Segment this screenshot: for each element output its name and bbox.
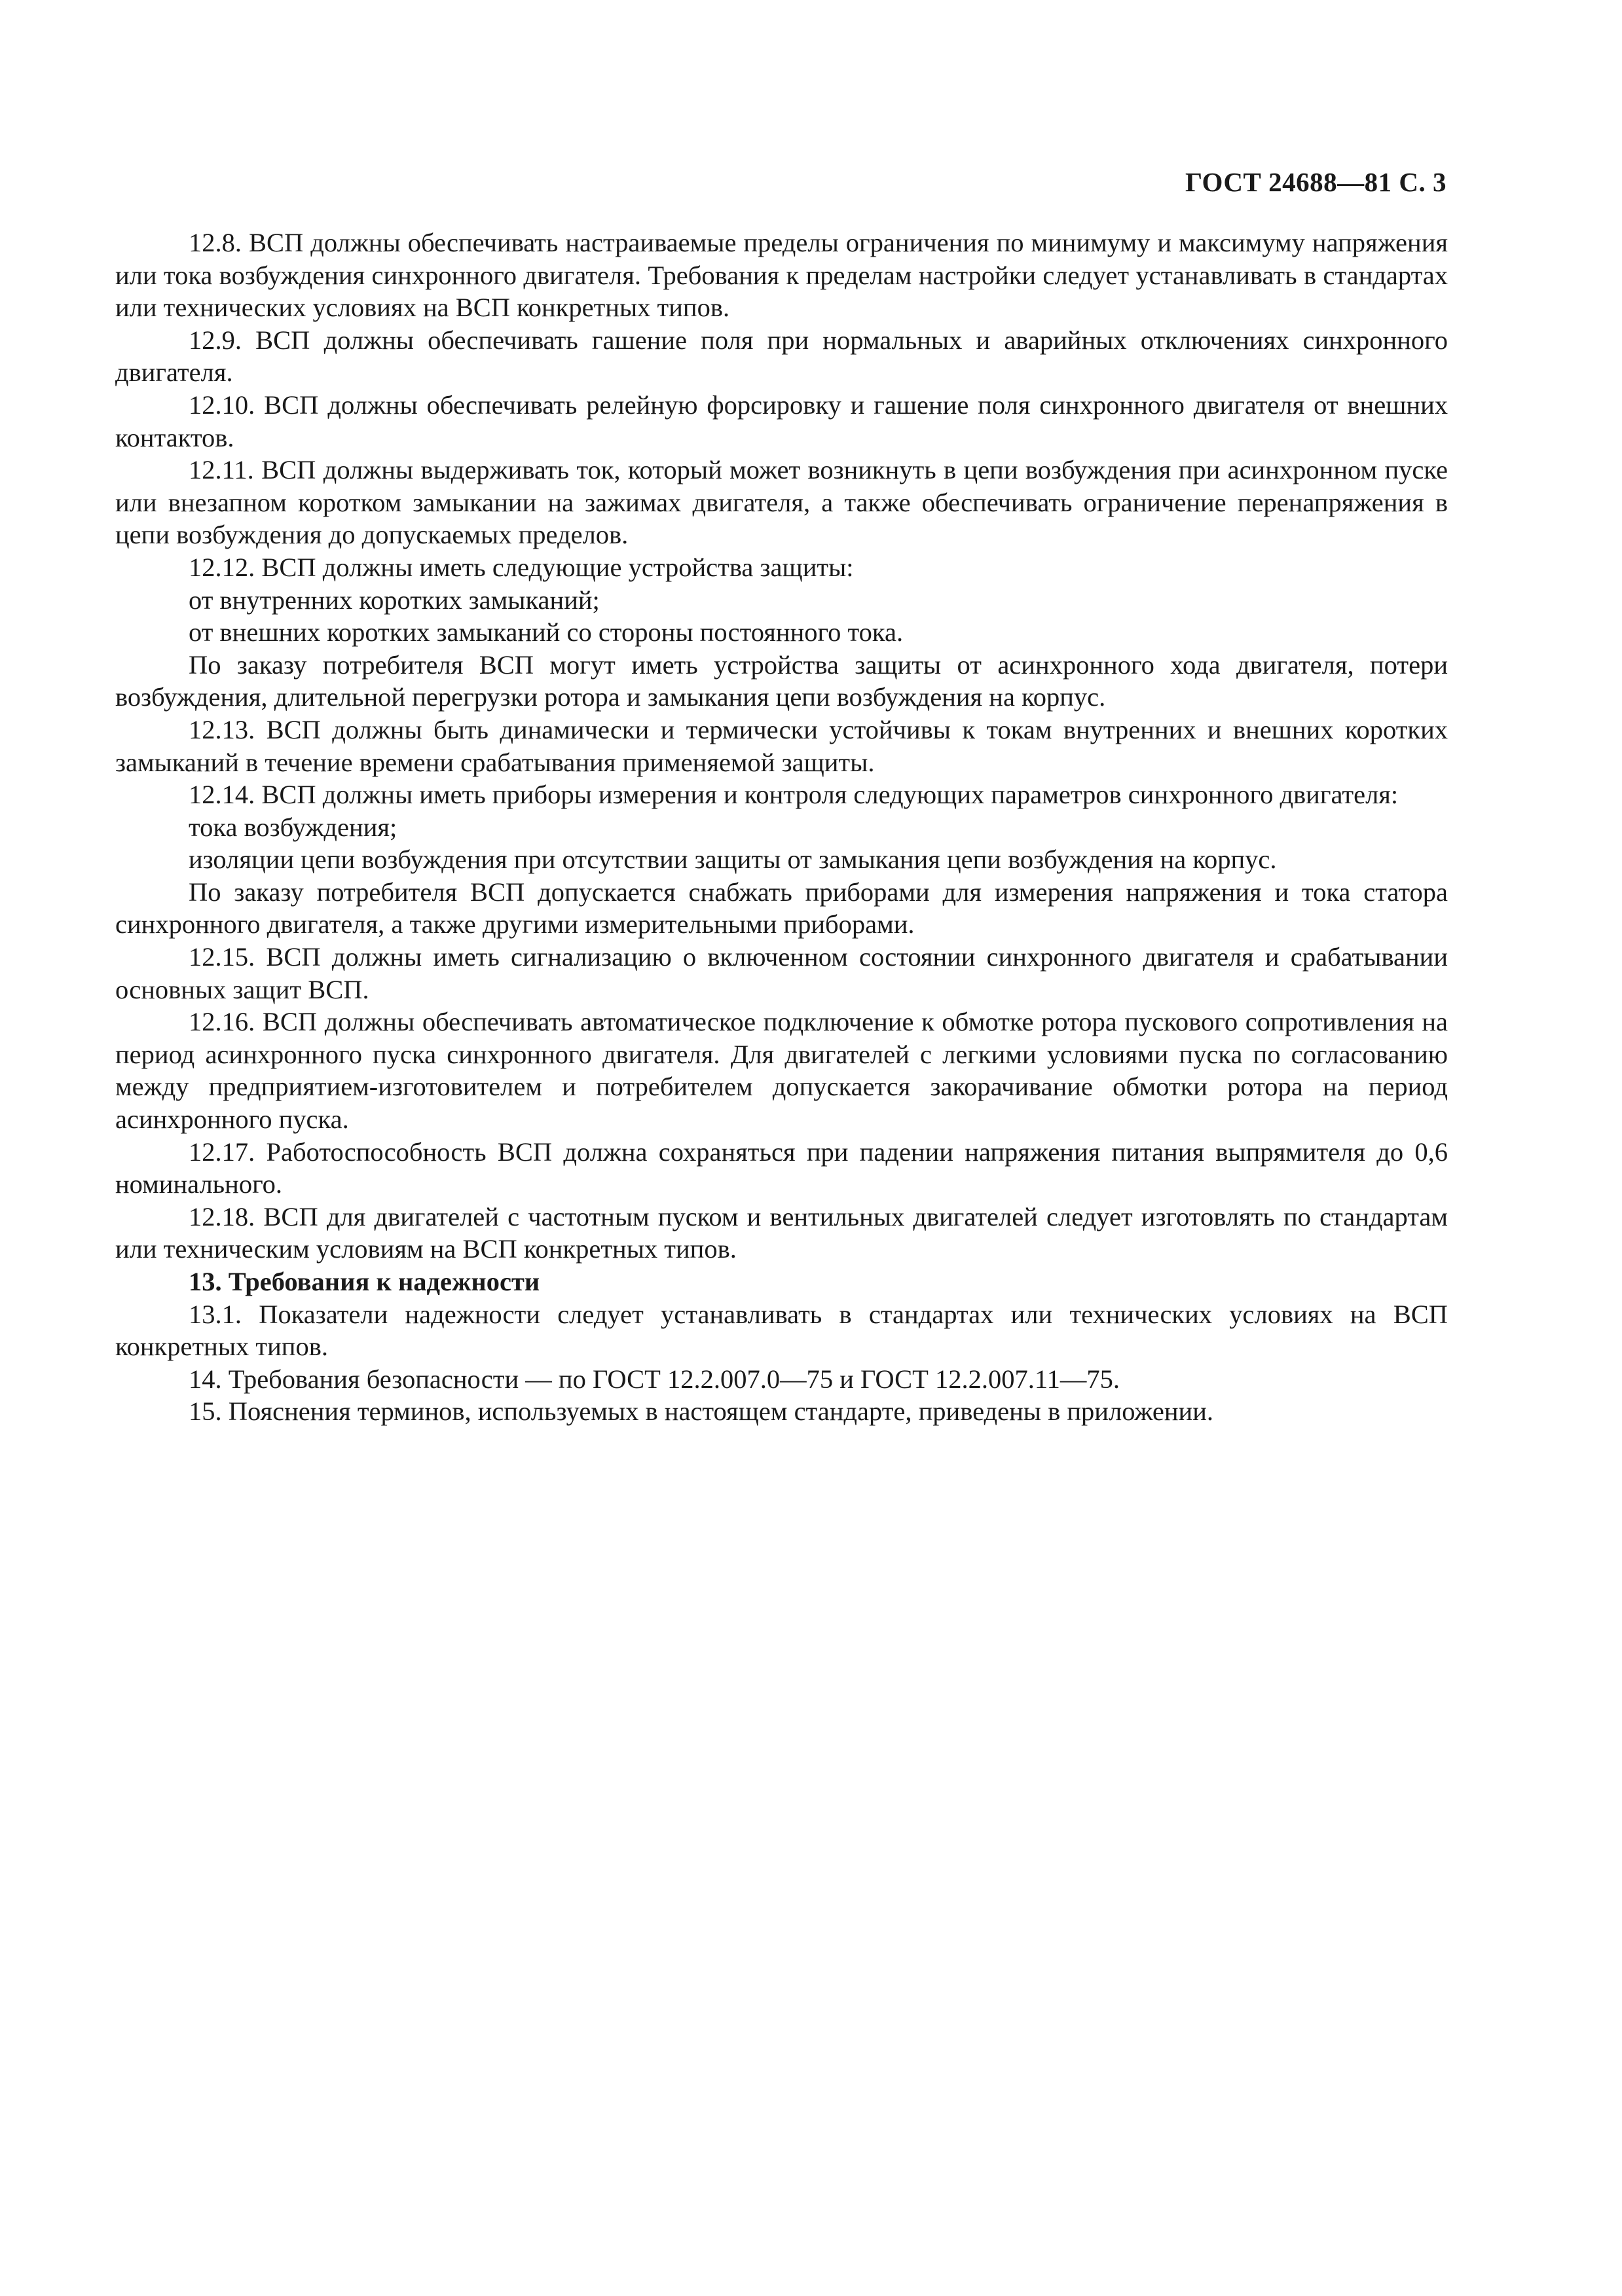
list-item-internal-short-circuit: от внутренних коротких замыканий; <box>189 585 600 615</box>
paragraph-12-8: 12.8. ВСП должны обеспечивать настраиваемые пределы ограничения по минимуму и максимуму напряжения или тока возбуждения синхронного двигателя. Требования к пределам настройки следует устанавливать в стандартах или технических условиях на ВСП конкретных типов. <box>115 228 1448 323</box>
list-item-excitation-current: тока возбуждения; <box>189 812 397 842</box>
paragraph-12-14: 12.14. ВСП должны иметь приборы измерения и контроля следующих параметров синхронного двигателя: <box>189 780 1399 810</box>
paragraph-12-11: 12.11. ВСП должны выдерживать ток, который может возникнуть в цепи возбуждения при асинхронном пуске или внезапном коротком замыкании на зажимах двигателя, а также обеспечивать ограничение перенапряжения в цепи возбуждения до допускаемых пределов. <box>115 455 1448 550</box>
paragraph-13-1: 13.1. Показатели надежности следует устанавливать в стандартах или технических условиях на ВСП конкретных типов. <box>115 1299 1448 1362</box>
list-item-external-short-circuit: от внешних коротких замыканий со стороны постоянного тока. <box>189 617 904 647</box>
paragraph-customer-protection: По заказу потребителя ВСП могут иметь устройства защиты от асинхронного хода двигателя, потери возбуждения, длительной перегрузки ротора и замыкания цепи возбуждения на корпус. <box>115 649 1448 712</box>
paragraph-12-17: 12.17. Работоспособность ВСП должна сохраняться при падении напряжения питания выпрямителя до 0,6 номинального. <box>115 1137 1448 1199</box>
section-13-title: 13. Требования к надежности <box>189 1267 540 1296</box>
paragraph-12-9: 12.9. ВСП должны обеспечивать гашение поля при нормальных и аварийных отключениях синхронного двигателя. <box>115 325 1448 388</box>
list-item-insulation: изоляции цепи возбуждения при отсутствии защиты от замыкания цепи возбуждения на корпус. <box>189 845 1277 875</box>
paragraph-12-15: 12.15. ВСП должны иметь сигнализацию о включенном состоянии синхронного двигателя и срабатывании основных защит ВСП. <box>115 942 1448 1004</box>
paragraph-12-18: 12.18. ВСП для двигателей с частотным пуском и вентильных двигателей следует изготовлять по стандартам или техническим условиям на ВСП конкретных типов. <box>115 1201 1448 1264</box>
paragraph-customer-instruments: По заказу потребителя ВСП допускается снабжать приборами для измерения напряжения и тока статора синхронного двигателя, а также другими измерительными приборами. <box>115 877 1448 939</box>
paragraph-12-13: 12.13. ВСП должны быть динамически и термически устойчивы к токам внутренних и внешних коротких замыканий в течение времени срабатывания применяемой защиты. <box>115 714 1448 777</box>
page-header: ГОСТ 24688—81 С. 3 <box>1185 167 1447 197</box>
paragraph-12-12: 12.12. ВСП должны иметь следующие устройства защиты: <box>189 552 854 582</box>
paragraph-12-16: 12.16. ВСП должны обеспечивать автоматическое подключение к обмотке ротора пускового сопротивления на период асинхронного пуска синхронного двигателя. Для двигателей с легкими условиями пуска по согласованию между предприятием-изготовителем и потребителем допускается закорачивание обмотки ротора на период асинхронного пуска. <box>115 1007 1448 1135</box>
paragraph-14: 14. Требования безопасности — по ГОСТ 12.2.007.0—75 и ГОСТ 12.2.007.11—75. <box>189 1364 1120 1394</box>
paragraph-12-10: 12.10. ВСП должны обеспечивать релейную форсировку и гашение поля синхронного двигателя от внешних контактов. <box>115 390 1448 452</box>
paragraph-15: 15. Пояснения терминов, используемых в настоящем стандарте, приведены в приложении. <box>189 1396 1214 1427</box>
document-body <box>115 227 1448 1428</box>
